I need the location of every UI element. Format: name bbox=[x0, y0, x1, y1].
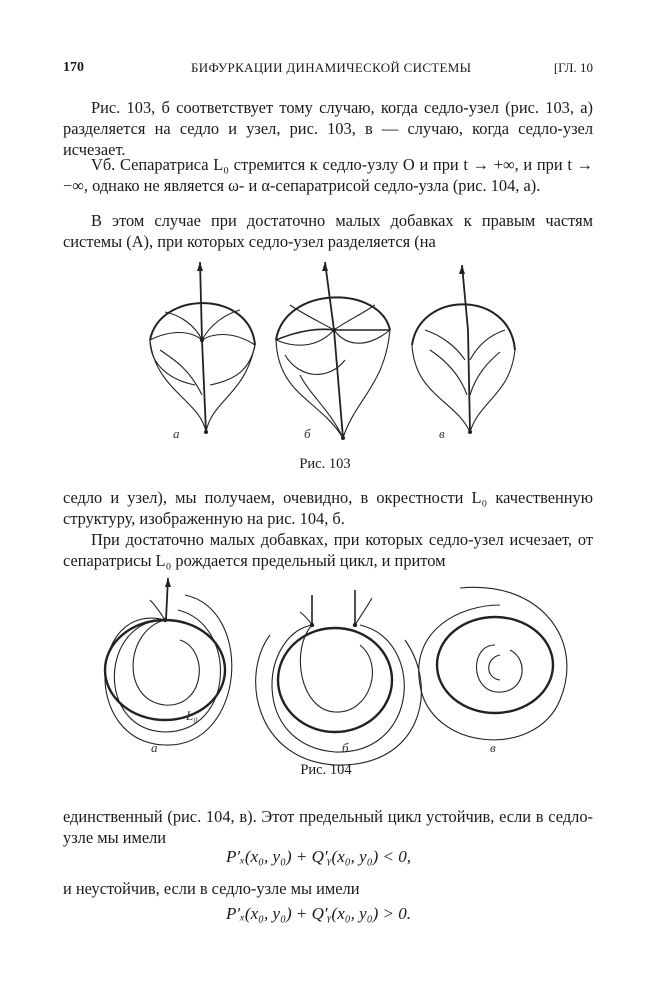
fig104-panel-c bbox=[419, 587, 567, 740]
chapter-ref: [ГЛ. 10 bbox=[553, 60, 593, 75]
fig103-label-a: а bbox=[173, 426, 180, 441]
page-number: 170 bbox=[63, 60, 84, 75]
formula-unstable-condition: P′ₓ(x₀, y₀) + Q′ᵧ(x₀, y₀) > 0. bbox=[226, 904, 412, 923]
fig103-label-c: в bbox=[439, 426, 445, 441]
paragraph-case-vb: Vб. Сепаратриса L₀ стремится к седло-узлу O и при t → +∞, и при t → −∞, однако не является ω- и α-сепаратрисой седло-узла (рис. 104, а). bbox=[63, 155, 593, 195]
fig103-label-b: б bbox=[304, 426, 311, 441]
paragraph-limit-cycle: При достаточно малых добавках, при которых седло-узел исчезает, от сепаратрисы L₀ рождается предельный цикл, и притом bbox=[63, 530, 593, 570]
caption-fig104: Рис. 104 bbox=[300, 762, 352, 778]
fig104-label-a: а bbox=[151, 740, 158, 755]
paragraph-instability: и неустойчив, если в седло-узле мы имели bbox=[63, 879, 360, 898]
fig104-label-c: в bbox=[490, 740, 496, 755]
fig104-panel-a bbox=[105, 578, 232, 745]
caption-fig103: Рис. 103 bbox=[299, 456, 351, 472]
running-title: БИФУРКАЦИИ ДИНАМИЧЕСКОЙ СИСТЕМЫ bbox=[191, 60, 472, 75]
paragraph-fig103-explanation: Рис. 103, б соответствует тому случаю, когда седло-узел (рис. 103, а) разделяется на седло и узел, рис. 103, в — случаю, когда седло-узел исчезает. bbox=[63, 98, 593, 159]
paragraph-small-additions: В этом случае при достаточно малых добавках к правым частям системы (А), при которых седло-узел разделяется (на bbox=[63, 211, 593, 251]
paragraph-structure: седло и узел), мы получаем, очевидно, в окрестности L₀ качественную структуру, изображенную на рис. 104, б. bbox=[63, 488, 593, 528]
formula-stable-condition: P′ₓ(x₀, y₀) + Q′ᵧ(x₀, y₀) < 0, bbox=[226, 847, 412, 866]
fig104-label-b: б bbox=[342, 740, 349, 755]
fig104-curve-label: L₀ bbox=[186, 708, 198, 723]
paragraph-stability: единственный (рис. 104, в). Этот предельный цикл устойчив, если в седло-узле мы имели bbox=[63, 807, 593, 847]
fig104-panel-b bbox=[256, 590, 422, 765]
